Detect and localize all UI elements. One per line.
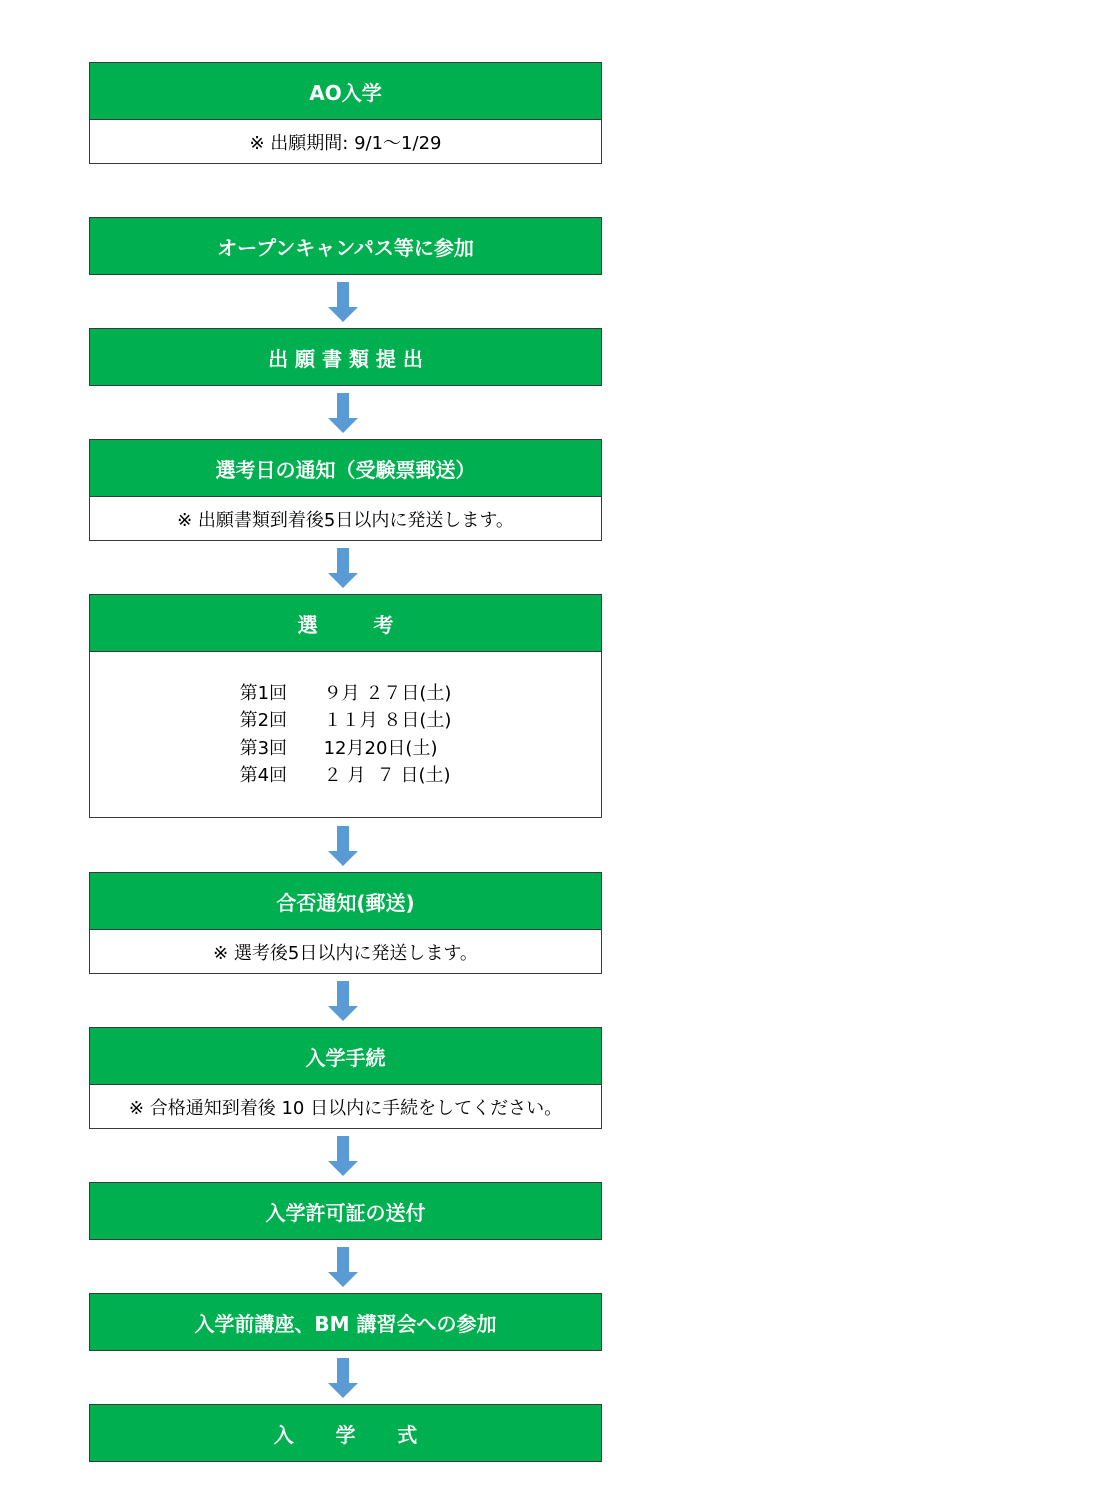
arrow-down-icon	[328, 1358, 358, 1398]
step-selection	[89, 594, 602, 818]
step-pre-course	[89, 1293, 602, 1351]
step-application-title: 出 願 書 類 提 出	[90, 329, 601, 385]
step-selection-title: 選 考	[90, 595, 601, 651]
step-result-note: ※ 選考後5日以内に発送します。	[90, 929, 601, 973]
step-open-campus-title: オープンキャンパス等に参加	[90, 218, 601, 274]
schedule-row	[240, 707, 452, 735]
arrow-down-icon	[328, 282, 358, 322]
ao-title: AO入学	[90, 63, 601, 119]
arrow-down-icon	[328, 393, 358, 433]
step-result	[89, 872, 602, 974]
step-notice-title: 選考日の通知（受験票郵送）	[90, 440, 601, 496]
step-pre-course-title: 入学前講座、BM 講習会への参加	[90, 1294, 601, 1350]
ao-application-period: ※ 出願期間: 9/1〜1/29	[90, 119, 601, 163]
step-enrollment-note: ※ 合格通知到着後 10 日以内に手続をしてください。	[90, 1084, 601, 1128]
schedule-row	[240, 762, 452, 790]
schedule-round: 第1回	[239, 682, 288, 704]
step-notice	[89, 439, 602, 541]
arrow-down-icon	[328, 1247, 358, 1287]
step-result-title: 合否通知(郵送)	[90, 873, 601, 929]
schedule-date: 12月20日(土)	[323, 737, 438, 759]
schedule-row	[240, 735, 452, 763]
step-notice-note: ※ 出願書類到着後5日以内に発送します。	[90, 496, 601, 540]
step-permit	[89, 1182, 602, 1240]
schedule-date: １１月 ８日(土)	[323, 710, 452, 731]
step-enrollment	[89, 1027, 602, 1129]
arrow-down-icon	[328, 981, 358, 1021]
arrow-down-icon	[328, 826, 358, 866]
step-ceremony	[89, 1404, 602, 1462]
selection-schedule	[90, 651, 601, 817]
step-open-campus	[89, 217, 602, 275]
schedule-date: ２ 月 ７ 日(土)	[323, 765, 451, 786]
schedule-row	[240, 680, 452, 708]
schedule-round: 第2回	[239, 710, 288, 731]
arrow-down-icon	[328, 548, 358, 588]
step-enrollment-title: 入学手続	[90, 1028, 601, 1084]
step-ceremony-title: 入 学 式	[90, 1405, 601, 1461]
schedule-round: 第4回	[239, 765, 288, 786]
step-permit-title: 入学許可証の送付	[90, 1183, 601, 1239]
ao-box	[89, 62, 602, 164]
step-application	[89, 328, 602, 386]
arrow-down-icon	[328, 1136, 358, 1176]
schedule-date: ９月 ２７日(土)	[323, 682, 452, 704]
schedule-round: 第3回	[239, 737, 288, 759]
